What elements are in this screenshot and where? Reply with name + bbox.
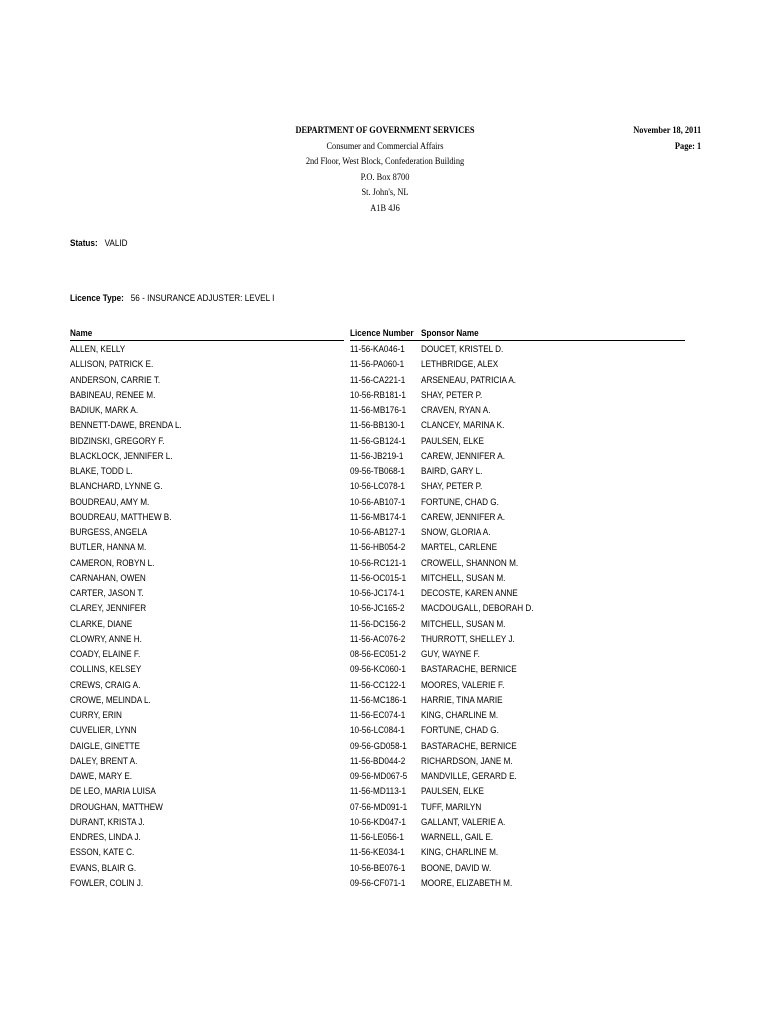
cell-licence-number: 10-56-RB181-1 — [350, 389, 406, 401]
table-row — [0, 375, 770, 390]
cell-sponsor-name: MITCHELL, SUSAN M. — [421, 618, 506, 630]
cell-licence-number: 10-56-JC165-2 — [350, 603, 405, 615]
cell-name: BLANCHARD, LYNNE G. — [70, 481, 163, 493]
cell-sponsor-name: KING, CHARLINE M. — [421, 847, 499, 859]
table-row — [0, 878, 770, 893]
table-row — [0, 558, 770, 573]
cell-sponsor-name: GALLANT, VALERIE A. — [421, 816, 506, 828]
table-row — [0, 527, 770, 542]
cell-licence-number: 10-56-RC121-1 — [350, 557, 407, 569]
table-row — [0, 466, 770, 481]
table-row — [0, 359, 770, 374]
table-row — [0, 649, 770, 664]
table-row — [0, 832, 770, 847]
table-row — [0, 863, 770, 878]
cell-name: ESSON, KATE C. — [70, 847, 135, 859]
cell-name: BLACKLOCK, JENNIFER L. — [70, 450, 173, 462]
cell-name: DROUGHAN, MATTHEW — [70, 801, 163, 813]
cell-licence-number: 11-56-MD113-1 — [350, 786, 407, 798]
cell-name: CAMERON, ROBYN L. — [70, 557, 155, 569]
table-row — [0, 344, 770, 359]
cell-licence-number: 10-56-LC084-1 — [350, 725, 405, 737]
cell-name: ALLISON, PATRICK E. — [70, 359, 154, 371]
cell-name: BADIUK, MARK A. — [70, 405, 139, 416]
table-row — [0, 847, 770, 862]
licence-type-label: Licence Type: — [70, 293, 124, 304]
division-name: Consumer and Commercial Affairs — [326, 141, 444, 152]
cell-sponsor-name: BASTARACHE, BERNICE — [421, 740, 517, 752]
licence-type-value: 56 - INSURANCE ADJUSTER: LEVEL I — [130, 293, 275, 304]
cell-sponsor-name: MOORE, ELIZABETH M. — [421, 877, 513, 889]
cell-name: CREWS, CRAIG A. — [70, 679, 141, 691]
table-row — [0, 710, 770, 725]
cell-licence-number: 11-56-AC076-2 — [350, 633, 406, 645]
cell-name: BOUDREAU, MATTHEW B. — [70, 511, 172, 523]
status-label: Status: — [70, 238, 98, 249]
city: St. John's, NL — [361, 188, 409, 199]
cell-licence-number: 09-56-TB068-1 — [350, 466, 405, 477]
table-row — [0, 695, 770, 710]
cell-licence-number: 10-56-AB127-1 — [350, 527, 406, 538]
page-number: Page: 1 — [674, 141, 701, 152]
licence-type-field — [70, 293, 274, 304]
cell-licence-number: 11-56-MB174-1 — [350, 511, 407, 523]
table-row — [0, 680, 770, 695]
cell-name: ALLEN, KELLY — [70, 344, 126, 355]
cell-licence-number: 11-56-LE056-1 — [350, 832, 404, 843]
cell-licence-number: 09-56-CF071-1 — [350, 877, 406, 889]
cell-licence-number: 08-56-EC051-2 — [350, 649, 406, 660]
cell-sponsor-name: SNOW, GLORIA A. — [421, 527, 491, 538]
cell-licence-number: 07-56-MD091-1 — [350, 801, 408, 813]
cell-sponsor-name: MOORES, VALERIE F. — [421, 679, 505, 691]
po-box: P.O. Box 8700 — [360, 172, 410, 183]
table-row — [0, 497, 770, 512]
table-row — [0, 786, 770, 801]
cell-sponsor-name: DOUCET, KRISTEL D. — [421, 344, 504, 355]
cell-licence-number: 09-56-GD058-1 — [350, 740, 407, 752]
cell-sponsor-name: WARNELL, GAIL E. — [421, 832, 494, 843]
table-row — [0, 603, 770, 618]
cell-name: CARTER, JASON T. — [70, 588, 144, 599]
cell-licence-number: 09-56-KC060-1 — [350, 664, 406, 676]
cell-licence-number: 10-56-BE076-1 — [350, 862, 406, 874]
column-header-licence-number: Licence Number — [350, 328, 414, 339]
cell-name: DAIGLE, GINETTE — [70, 740, 140, 752]
cell-sponsor-name: MITCHELL, SUSAN M. — [421, 572, 506, 584]
table-row — [0, 542, 770, 557]
cell-sponsor-name: CAREW, JENNIFER A. — [421, 450, 505, 462]
cell-sponsor-name: CAREW, JENNIFER A. — [421, 511, 505, 523]
cell-sponsor-name: CROWELL, SHANNON M. — [421, 557, 519, 569]
table-row — [0, 634, 770, 649]
cell-name: DALEY, BRENT A. — [70, 755, 138, 767]
cell-name: BOUDREAU, AMY M. — [70, 496, 150, 508]
cell-licence-number: 11-56-BD044-2 — [350, 755, 406, 767]
cell-licence-number: 11-56-BB130-1 — [350, 420, 405, 432]
cell-licence-number: 11-56-KA046-1 — [350, 344, 405, 355]
cell-sponsor-name: SHAY, PETER P. — [421, 481, 483, 493]
cell-name: BENNETT-DAWE, BRENDA L. — [70, 420, 182, 432]
cell-name: CARNAHAN, OWEN — [70, 572, 146, 584]
cell-licence-number: 11-56-OC015-1 — [350, 572, 407, 584]
cell-sponsor-name: LETHBRIDGE, ALEX — [421, 359, 499, 371]
cell-name: CROWE, MELINDA L. — [70, 694, 151, 706]
cell-licence-number: 11-56-DC156-2 — [350, 618, 406, 630]
table-row — [0, 390, 770, 405]
table-row — [0, 420, 770, 435]
cell-sponsor-name: FORTUNE, CHAD G. — [421, 725, 499, 737]
table-row — [0, 481, 770, 496]
cell-sponsor-name: ARSENEAU, PATRICIA A. — [421, 374, 517, 386]
cell-name: CLAREY, JENNIFER — [70, 603, 147, 615]
table-row — [0, 725, 770, 740]
cell-licence-number: 09-56-MD067-5 — [350, 771, 408, 782]
status-value: VALID — [104, 238, 128, 249]
cell-name: DAWE, MARY E. — [70, 771, 133, 782]
cell-sponsor-name: FORTUNE, CHAD G. — [421, 496, 499, 508]
table-row — [0, 512, 770, 527]
table-row — [0, 619, 770, 634]
cell-licence-number: 11-56-JB219-1 — [350, 450, 404, 462]
cell-sponsor-name: KING, CHARLINE M. — [421, 710, 499, 721]
cell-licence-number: 10-56-AB107-1 — [350, 496, 406, 508]
table-row — [0, 802, 770, 817]
table-row — [0, 771, 770, 786]
cell-name: BLAKE, TODD L. — [70, 466, 133, 477]
cell-licence-number: 11-56-PA060-1 — [350, 359, 405, 371]
cell-name: FOWLER, COLIN J. — [70, 877, 144, 889]
cell-sponsor-name: THURROTT, SHELLEY J. — [421, 633, 515, 645]
header-rule-licence-sponsor — [350, 340, 685, 341]
cell-licence-number: 11-56-MB176-1 — [350, 405, 407, 416]
cell-licence-number: 10-56-LC078-1 — [350, 481, 405, 493]
cell-sponsor-name: PAULSEN, ELKE — [421, 786, 484, 798]
cell-licence-number: 11-56-CA221-1 — [350, 374, 406, 386]
cell-name: CUVELIER, LYNN — [70, 725, 137, 737]
table-row — [0, 451, 770, 466]
cell-name: COLLINS, KELSEY — [70, 664, 142, 676]
cell-name: ANDERSON, CARRIE T. — [70, 374, 161, 386]
cell-name: BIDZINSKI, GREGORY F. — [70, 435, 165, 447]
cell-licence-number: 11-56-KE034-1 — [350, 847, 405, 859]
cell-name: DURANT, KRISTA J. — [70, 816, 145, 828]
table-row — [0, 405, 770, 420]
cell-sponsor-name: DECOSTE, KAREN ANNE — [421, 588, 518, 599]
cell-licence-number: 11-56-GB124-1 — [350, 435, 406, 447]
postal-code: A1B 4J6 — [370, 203, 400, 214]
cell-name: DE LEO, MARIA LUISA — [70, 786, 156, 798]
cell-sponsor-name: PAULSEN, ELKE — [421, 435, 484, 447]
cell-sponsor-name: GUY, WAYNE F. — [421, 649, 480, 660]
report-header — [253, 124, 517, 218]
cell-sponsor-name: BOONE, DAVID W. — [421, 862, 492, 874]
cell-sponsor-name: MARTEL, CARLENE — [421, 542, 498, 554]
cell-sponsor-name: HARRIE, TINA MARIE — [421, 694, 503, 706]
cell-licence-number: 11-56-EC074-1 — [350, 710, 406, 721]
cell-name: BABINEAU, RENEE M. — [70, 389, 156, 401]
table-row — [0, 817, 770, 832]
cell-licence-number: 11-56-CC122-1 — [350, 679, 406, 691]
cell-sponsor-name: MACDOUGALL, DEBORAH D. — [421, 603, 534, 615]
cell-name: BUTLER, HANNA M. — [70, 542, 147, 554]
cell-sponsor-name: CLANCEY, MARINA K. — [421, 420, 505, 432]
cell-sponsor-name: BASTARACHE, BERNICE — [421, 664, 517, 676]
cell-name: CURRY, ERIN — [70, 710, 122, 721]
table-row — [0, 756, 770, 771]
table-row — [0, 573, 770, 588]
cell-licence-number: 10-56-KD047-1 — [350, 816, 406, 828]
cell-name: CLOWRY, ANNE H. — [70, 633, 142, 645]
cell-sponsor-name: BAIRD, GARY L. — [421, 466, 483, 477]
table-row — [0, 741, 770, 756]
cell-sponsor-name: CRAVEN, RYAN A. — [421, 405, 491, 416]
report-meta — [633, 124, 701, 155]
cell-licence-number: 11-56-MC186-1 — [350, 694, 407, 706]
table-row — [0, 664, 770, 679]
cell-licence-number: 11-56-HB054-2 — [350, 542, 406, 554]
column-header-name: Name — [70, 328, 93, 339]
cell-name: COADY, ELAINE F. — [70, 649, 141, 660]
table-row — [0, 436, 770, 451]
cell-name: ENDRES, LINDA J. — [70, 832, 141, 843]
cell-licence-number: 10-56-JC174-1 — [350, 588, 405, 599]
cell-name: CLARKE, DIANE — [70, 618, 133, 630]
department-name: DEPARTMENT OF GOVERNMENT SERVICES — [295, 126, 475, 136]
cell-sponsor-name: MANDVILLE, GERARD E. — [421, 771, 517, 782]
table-row — [0, 588, 770, 603]
cell-sponsor-name: RICHARDSON, JANE M. — [421, 755, 513, 767]
address-line: 2nd Floor, West Block, Confederation Building — [305, 157, 465, 168]
column-header-sponsor-name: Sponsor Name — [421, 328, 479, 339]
status-field — [70, 238, 128, 249]
cell-name: EVANS, BLAIR G. — [70, 862, 137, 874]
cell-sponsor-name: SHAY, PETER P. — [421, 389, 483, 401]
report-date: November 18, 2011 — [633, 126, 701, 136]
cell-name: BURGESS, ANGELA — [70, 527, 148, 538]
cell-sponsor-name: TUFF, MARILYN — [421, 801, 482, 813]
header-rule-name — [70, 340, 344, 341]
